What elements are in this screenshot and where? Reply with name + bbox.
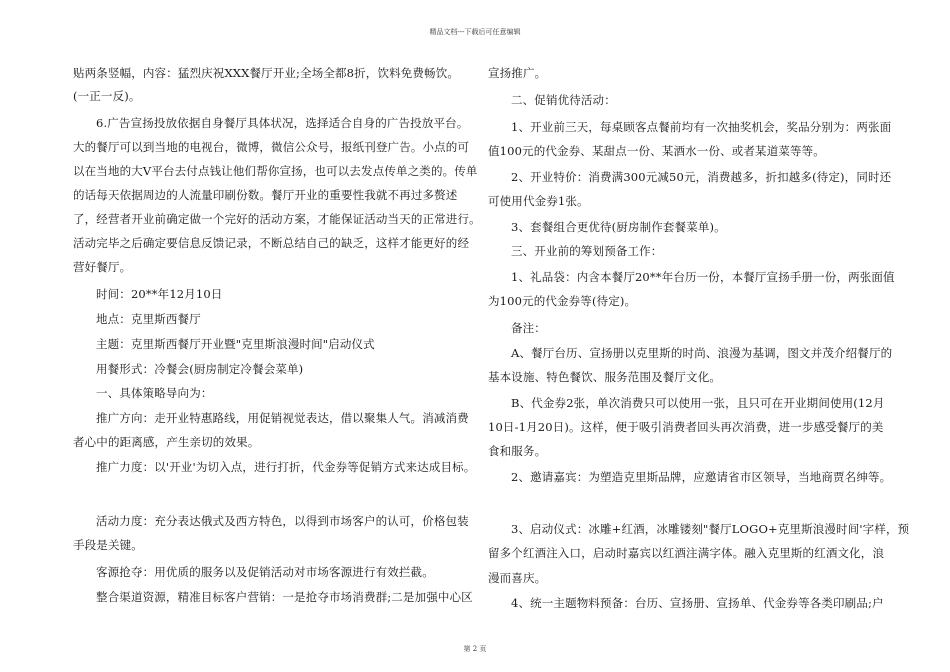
text-line: 时间：20**年12月10日 [96, 287, 223, 301]
text-line: 3、启动仪式：冰雕+红酒，冰雕镂刻"餐厅LOGO+克里斯浪漫时间'字样，预 [511, 522, 910, 536]
text-line: 食和服务。 [488, 444, 547, 458]
text-line: 4、统一主题物料预备：台历、宣扬册、宣扬单、代金券等各类印刷品;户 [511, 596, 884, 610]
text-line: 贴两条竖幅，内容：猛烈庆祝XXX餐厅开业;全场全都8折，饮料免费畅饮。 [73, 66, 459, 80]
text-line: 漫而喜庆。 [488, 571, 547, 585]
text-line: 活动力度：充分表达俄式及西方特色，以得到市场客户的认可，价格包装 [96, 514, 469, 528]
text-line: 宣扬推广。 [488, 66, 547, 80]
text-line: 了，经营者开业前确定做一个完好的活动方案，才能保证活动当天的正常进行。 [73, 212, 481, 226]
text-line: 手段是关键。 [73, 538, 143, 552]
text-line: 整合渠道资源，精准目标客户营销：一是抢夺市场消费群;二是加强中心区 [96, 590, 473, 604]
text-line: 地点：克里斯西餐厅 [96, 312, 201, 326]
text-line: 者心中的距离感，产生亲切的效果。 [73, 435, 260, 449]
text-line: 2、邀请嘉宾：为塑造克里斯品牌，应邀请省市区领导，当地商贾名绅等。 [511, 470, 892, 484]
text-line: 基本设施、特色餐饮、服务范围及餐厅文化。 [488, 370, 721, 384]
text-line: 一、具体策略导向为： [96, 386, 213, 400]
text-line: 的话每天依据周边的人流量印刷份数。餐厅开业的重要性我就不再过多赘述 [73, 188, 458, 202]
text-line: 可使用代金券1张。 [488, 194, 589, 208]
text-line: 三、开业前的筹划预备工作： [511, 244, 663, 258]
text-line: 营好餐厅。 [73, 260, 132, 274]
text-line: 主题：克里斯西餐厅开业暨"克里斯浪漫时间"启动仪式 [96, 337, 375, 351]
text-line: (一正一反)。 [73, 89, 141, 103]
text-line: 3、套餐组合更优待(厨房制作套餐菜单)。 [511, 220, 726, 234]
text-line: 以在当地的大V平台去付点钱让他们帮你宣扬，也可以去发点传单之类的。传单 [73, 164, 478, 178]
text-line: 活动完毕之后确定要信息反馈记录，不断总结自己的缺乏，这样才能更好的经 [73, 236, 470, 250]
page-header: 精品文档---下载后可任意编辑 [429, 28, 521, 36]
text-line: 6.广告宣扬投放依据自身餐厅具体状况，选择适合自身的广告投放平台。 [96, 116, 469, 130]
text-line: 为100元的代金券等(待定)。 [488, 294, 637, 308]
text-line: A、餐厅台历、宣扬册以克里斯的时尚、浪漫为基调，图文并茂介绍餐厅的 [511, 346, 893, 360]
text-line: 值100元的代金券、某甜点一份、某酒水一份、或者某道菜等等。 [488, 144, 825, 158]
text-line: 备注： [511, 321, 546, 335]
text-line: 留多个红酒注入口，启动时嘉宾以红酒注满字体。融入克里斯的红酒文化，浪 [488, 546, 885, 560]
text-line: B、代金券2张，单次消费只可以使用一张，且只可在开业期间使用(12月 [511, 396, 885, 410]
text-line: 1、开业前三天，每桌顾客点餐前均有一次抽奖机会，奖品分别为：两张面 [511, 120, 892, 134]
text-line: 二、促销优待活动： [511, 93, 616, 107]
text-line: 大的餐厅可以到当地的电视台，微博，微信公众号，报纸刊登广告。小点的可 [73, 140, 470, 154]
text-line: 推广方向：走开业特惠路线，用促销视觉表达，借以聚集人气。消减消费 [96, 411, 469, 425]
text-line: 1、礼品袋：内含本餐厅20**年台历一份，本餐厅宣扬手册一份，两张面值 [511, 270, 895, 284]
text-line: 用餐形式：冷餐会(厨房制定冷餐会菜单) [96, 362, 304, 376]
text-line: 推广力度：以'开业'为切入点，进行打折，代金券等促销方式来达成目标。 [96, 460, 476, 474]
text-line: 10日-1月20日)。这样，便于吸引消费者回头再次消费，进一步感受餐厅的美 [488, 420, 884, 434]
page-number: 第 2 页 [463, 645, 487, 653]
text-line: 2、开业特价：消费满300元减50元，消费越多，折扣越多(待定)，同时还 [511, 170, 892, 184]
text-line: 客源抢夺：用优质的服务以及促销活动对市场客源进行有效拦截。 [96, 565, 434, 579]
